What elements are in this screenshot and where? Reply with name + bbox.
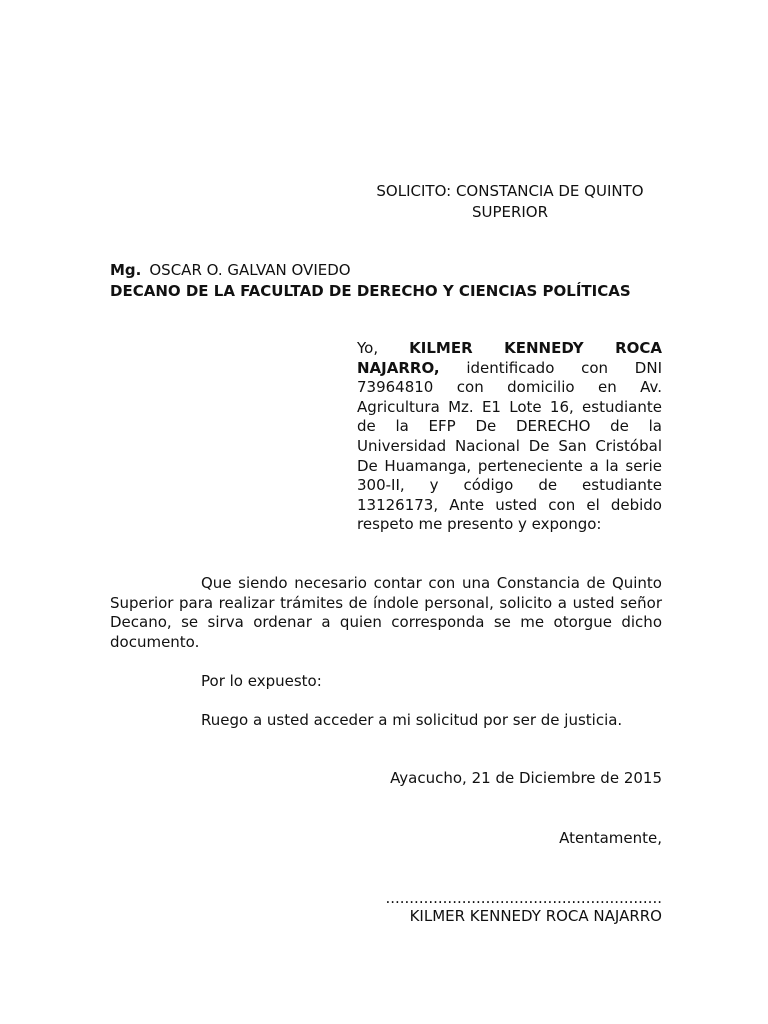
- por-lo-expuesto: Por lo expuesto:: [201, 672, 322, 690]
- intro-prefix: Yo,: [357, 339, 410, 357]
- closing: Atentamente,: [559, 829, 662, 847]
- subject-heading: [346, 181, 674, 223]
- subject-line-2: SUPERIOR: [471, 203, 549, 221]
- request-paragraph: Que siendo necesario contar con una Constancia de Quinto Superior para realizar trámites de índole personal, solicito a usted señor Decano, se sirva ordenar a quien corresponda se me otorgue dicho documento.: [110, 574, 662, 651]
- place-date: Ayacucho, 21 de Diciembre de 2015: [390, 769, 662, 787]
- signature-line: ..........................................................: [385, 889, 662, 907]
- subject-line-1: SOLICITO: CONSTANCIA DE QUINTO: [376, 182, 644, 200]
- intro-paragraph: [357, 339, 662, 535]
- addressee-block: [110, 260, 670, 302]
- addressee-role: DECANO DE LA FACULTAD DE DERECHO Y CIENCIAS POLÍTICAS: [110, 282, 631, 300]
- addressee-title: Mg.: [110, 261, 142, 279]
- intro-text: identificado con DNI 73964810 con domicilio en Av. Agricultura Mz. E1 Lote 16, estudiante de la EFP De DERECHO de la Universidad Nacional De San Cristóbal De Huamanga, perteneciente a la serie 300-II, y código de estudiante 13126173, Ante usted con el debido respeto me presento y expongo:: [357, 358, 662, 534]
- ruego-line: Ruego a usted acceder a mi solicitud por ser de justicia.: [201, 711, 623, 729]
- addressee-name-line: [110, 260, 670, 281]
- signature-name: KILMER KENNEDY ROCA NAJARRO: [409, 907, 662, 925]
- applicant-name: KILMER KENNEDY ROCA NAJARRO,: [357, 339, 662, 377]
- addressee-name: OSCAR O. GALVAN OVIEDO: [149, 261, 351, 279]
